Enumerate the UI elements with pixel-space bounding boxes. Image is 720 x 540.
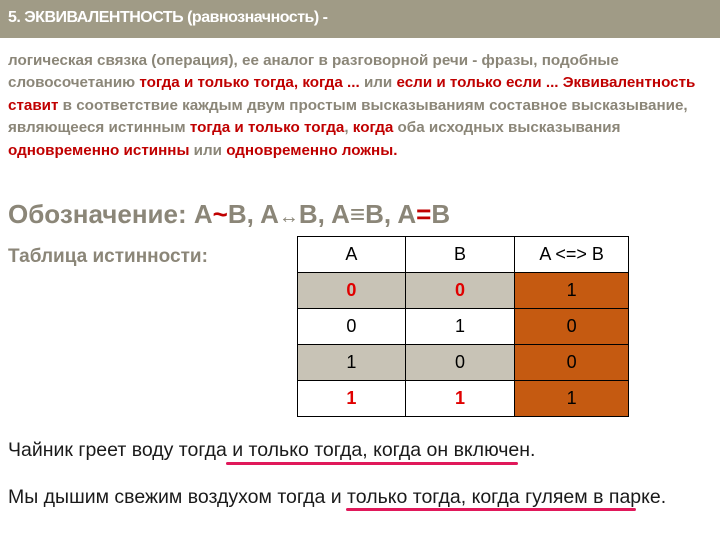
- equiv-symbol: ≡: [349, 199, 366, 229]
- notation-prefix: Обозначение: A: [8, 199, 213, 229]
- double-arrow-icon: ↔: [278, 206, 299, 228]
- truth-table: [297, 236, 629, 417]
- definition-highlight-6: одновременно истинны: [8, 141, 190, 159]
- notation-part-5: B: [431, 199, 451, 229]
- table-cell: 0: [298, 273, 406, 309]
- table-cell: 1: [405, 309, 515, 345]
- definition-text-1: логическая связка (операция), ее аналог в разговорной речи - фразы, подобные словосочетанию: [8, 52, 619, 92]
- table-cell-result: 1: [515, 381, 629, 417]
- table-cell: 0: [298, 309, 406, 345]
- header-b: B: [405, 237, 515, 273]
- header-result: A <=> B: [515, 237, 629, 273]
- definition-highlight-7: одновременно ложны.: [226, 141, 398, 159]
- definition-paragraph: [8, 50, 714, 162]
- example-sentence-2: Мы дышим свежим воздухом тогда и только тогда, когда гуляем в парке.: [8, 486, 667, 508]
- definition-text-7: или: [189, 141, 227, 159]
- table-row: [298, 273, 629, 309]
- example-1-underline: [226, 462, 518, 465]
- tilde-symbol: ~: [212, 199, 228, 229]
- definition-highlight-1: тогда и только тогда, когда ...: [139, 74, 360, 92]
- notation-part-3: B, A: [298, 199, 350, 229]
- table-row: [298, 381, 629, 417]
- definition-text-4: в соответствие каждым двум простым высказываниям составное высказывание, являющееся истинным: [8, 96, 688, 137]
- definition-highlight-2: если и только если ...: [396, 74, 559, 92]
- notation-part-4: B, A: [365, 199, 417, 229]
- table-header-row: [298, 237, 629, 273]
- definition-text-2: или: [359, 74, 397, 92]
- table-cell-result: 0: [515, 345, 629, 381]
- header-a: A: [298, 237, 406, 273]
- example-sentence-1: Чайник греет воду тогда и только тогда, когда он включен.: [8, 439, 536, 461]
- table-row: [298, 345, 629, 381]
- definition-highlight-3: Эквивалентность ставит: [8, 74, 696, 114]
- notation-part-2: B, A: [227, 199, 279, 229]
- table-row: [298, 309, 629, 345]
- title-bar: [0, 0, 720, 38]
- table-cell: 1: [298, 381, 406, 417]
- table-cell: 1: [405, 381, 515, 417]
- definition-text-6: оба исходных высказывания: [393, 119, 621, 137]
- definition-highlight-4: тогда и только тогда: [189, 119, 345, 137]
- slide-title: 5. ЭКВИВАЛЕНТНОСТЬ (равнозначность) -: [8, 9, 328, 26]
- equals-symbol: =: [416, 199, 432, 229]
- definition-highlight-5: когда: [352, 119, 394, 137]
- table-cell: 0: [405, 345, 515, 381]
- example-2-underline: [346, 508, 636, 511]
- table-cell-result: 1: [515, 273, 629, 309]
- table-cell: 1: [298, 345, 406, 381]
- definition-text-5: ,: [344, 119, 353, 137]
- table-cell-result: 0: [515, 309, 629, 345]
- table-cell: 0: [405, 273, 515, 309]
- truth-table-label: Таблица истинности:: [8, 246, 208, 267]
- notation-line: [8, 199, 450, 230]
